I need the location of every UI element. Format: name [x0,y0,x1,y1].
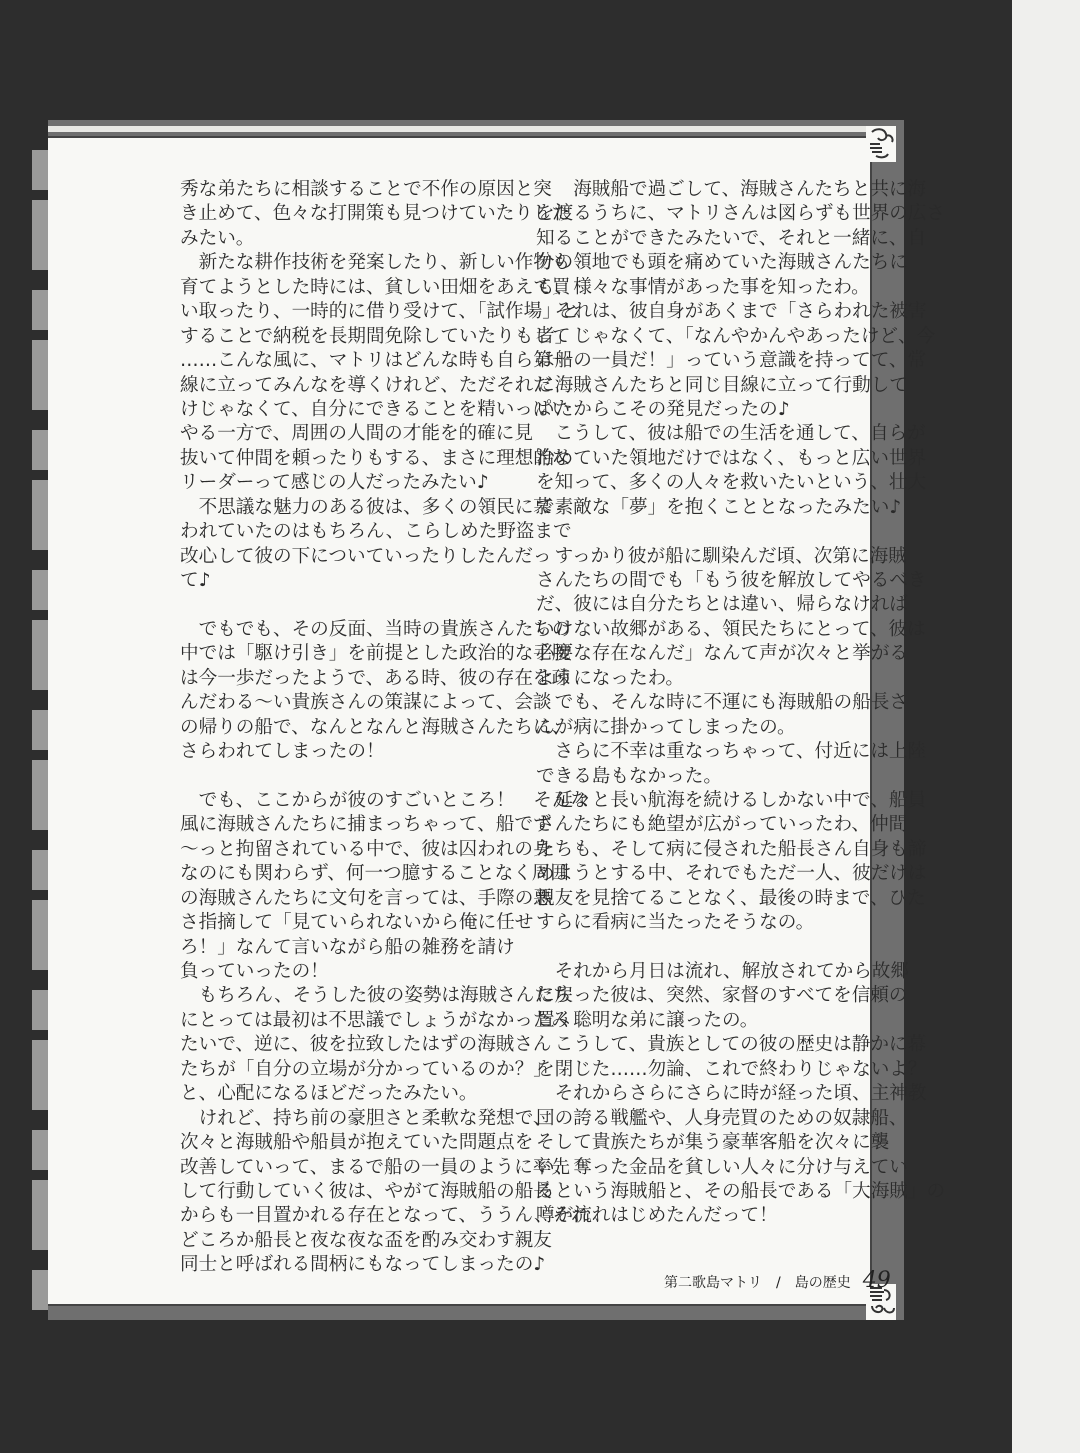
text-line: さ指摘して「見ていられないから俺に任せ [180,912,534,934]
text-line: われていたのはもちろん、こらしめた野盗まで [180,521,572,543]
text-line: でも、ここからが彼のすごいところ！ そんな [180,789,590,811]
text-line: さんたちの間でも「もう彼を解放してやるべき [536,570,927,591]
text-line: たちが「自分の立場が分かっているのか？」 [180,1058,552,1080]
text-line: して行動していく彼は、やがて海賊船の船長 [180,1180,552,1202]
text-line: 団の誇る戦艦や、人身売買のための奴隷船、 [536,1107,908,1129]
text-line: もちろん、そうした彼の姿勢は海賊さんたち [180,985,572,1007]
text-line [180,593,500,617]
text-line: いけない故郷がある、領民たちにとって、彼は [536,618,926,640]
text-line: 負っていったの！ [180,961,329,982]
right-text-column [536,178,946,1229]
text-line: 新たな耕作技術を発案したり、新しい作物も [180,252,571,274]
running-title: 第二歌島マトリ / 島の歴史 [664,1275,851,1291]
text-line: ようになったわ。 [536,667,685,689]
text-line: みたい。 [180,227,255,249]
text-line: も、様々な事情があった事を知ったわ。 [536,276,870,298]
text-line: 中では「駆け引き」を前提とした政治的な手腕 [180,643,571,665]
text-line: さんたちにも絶望が広がっていったわ、仲間 [536,814,908,836]
text-line: に戻った彼は、突然、家督のすべてを信頼の [536,985,908,1007]
text-line: 分の領地でも頭を痛めていた海賊さんたちに [536,252,908,274]
text-line: んが病に掛かってしまったの。 [536,716,796,738]
text-line: 親友を見捨てることなく、最後の時まで、ひた [536,887,926,909]
text-line: 噂が流れはじめたんだって！ [536,1205,778,1227]
text-line: 置く聡明な弟に譲ったの。 [536,1009,759,1031]
text-line: さらに不幸は重なっちゃって、付近には上陸 [536,741,927,763]
text-line: やる一方で、周囲の人間の才能を的確に見 [180,423,533,445]
text-line: 必要な存在なんだ」なんて声が次々と挙がる [536,643,908,665]
text-line: て♪ [180,570,211,591]
text-line: すらに看病に当たったそうなの。 [536,912,815,934]
text-line: なのにも関わらず、何一つ臆することなく周囲 [180,863,569,885]
text-line: を渡るうちに、マトリさんは図らずも世界の広さ [536,203,946,225]
text-line: を閉じた……勿論、これで終わりじゃないよ？ [536,1058,927,1080]
scanner-background-strip [1012,0,1080,1453]
text-line: たちも、そして病に侵された船長さん自身も諦 [536,838,927,860]
text-line: 秀な弟たちに相談することで不作の原因と突 [180,179,552,200]
text-line: すっかり彼が船に馴染んだ頃、次第に海賊 [536,545,907,567]
text-line: 海賊船で過ごして、海賊さんたちと共に海 [536,179,927,200]
text-line: さらわれてしまったの！ [180,741,385,763]
text-line [536,936,856,960]
text-line: 改心して彼の下についていったりしたんだっ [180,545,552,567]
text-line: は今一歩だったようで、ある時、彼の存在を疎 [180,667,571,689]
text-line: き止めて、色々な打開策も見つけていたりした [180,203,571,225]
text-line: に海賊さんたちと同じ目線に立って行動して [536,374,908,396]
text-line: それは、彼自身があくまで「さらわれた被害 [536,301,927,323]
text-line: 延々と長い航海を続けるしかない中で、船員 [536,789,927,811]
text-line: でも、そんな時に不運にも海賊船の船長さ [536,692,908,714]
corner-ornament-icon [866,126,896,162]
text-line: できる島もなかった。 [536,765,722,787]
text-line: 不思議な魅力のある彼は、多くの領民に慕 [180,496,552,518]
text-line: でもでも、その反面、当時の貴族さんたちの [180,618,571,640]
text-line: リーダーって感じの人だったみたい♪ [180,472,489,494]
text-line: たいで、逆に、彼を拉致したはずの海賊さん [180,1034,552,1056]
text-line: 〜っと拘留されている中で、彼は囚われの身 [180,838,552,860]
text-line: の海賊さんたちに文句を言っては、手際の悪 [180,887,552,909]
text-line: どころか船長と夜な夜な盃を酌み交わす親友 [180,1229,552,1251]
text-line: それから月日は流れ、解放されてから故郷 [536,961,909,982]
text-line: 知ることができたみたいで、それと一緒に、自 [536,227,927,249]
text-line: いたからこその発見だったの♪ [536,398,790,420]
text-line: は船の一員だ！」っていう意識を持ってて、常 [536,350,927,372]
page-footer [664,1268,891,1293]
text-line: こうして、彼は船での生活を通して、自らが [536,423,926,445]
text-line: と、心配になるほどだったみたい。 [180,1083,478,1105]
text-line: 改善していって、まるで船の一員のように率先 [180,1156,570,1178]
text-line: 同士と呼ばれる間柄にもなってしまったの♪ [180,1254,546,1276]
text-line [536,520,856,544]
text-line: することで納税を長期間免除していたりもして [180,325,571,347]
text-line: だ、彼には自分たちとは違い、帰らなければ [536,594,908,616]
text-line: 風に海賊さんたちに捕まっちゃって、船でず [180,814,552,836]
text-line: それからさらにさらに時が経った頃、主神教 [536,1083,927,1105]
text-line: にとっては最初は不思議でしょうがなかったみ [180,1009,571,1031]
text-line: 者」じゃなくて、「なんやかんやあったけど、今 [536,325,936,347]
text-line: い、奪った金品を貧しい人々に分け与えてい [536,1156,908,1178]
text-line: そして貴族たちが集う豪華客船を次々に襲 [536,1132,890,1154]
text-line: ろ！」なんて言いながら船の雑務を請け [180,936,515,958]
text-line: で素敵な「夢」を抱くこととなったみたい♪ [536,496,902,518]
text-line [180,765,500,789]
text-line: めようとする中、それでもただ一人、彼だけは [536,863,927,885]
page-number: 49 [862,1268,891,1293]
text-line: ……こんな風に、マトリはどんな時も自ら第一 [180,350,571,372]
text-line: 育てようとした時には、貧しい田畑をあえて買 [180,276,571,298]
text-line: い取ったり、一時的に借り受けて、「試作場」と [180,301,580,323]
text-line: を知って、多くの人々を救いたいという、壮大 [536,472,927,494]
text-line: 抜いて仲間を頼ったりもする、まさに理想的な [180,447,571,469]
text-line: の帰りの船で、なんとなんと海賊さんたちに、 [180,716,571,738]
text-line: 線に立ってみんなを導くけれど、ただそれだ [180,374,552,396]
text-line: るという海賊船と、その船長である「大海賊」の [536,1180,946,1202]
text-line: けじゃなくて、自分にできることを精いっぱい [180,398,571,420]
text-line: こうして、貴族としての彼の歴史は静かに幕 [536,1034,927,1056]
left-text-column [180,178,590,1278]
text-line: んだわる〜い貴族さんの策謀によって、会談 [180,692,552,714]
text-line: 次々と海賊船や船員が抱えていた問題点を [180,1132,534,1154]
text-line: からも一目置かれる存在となって、ううん、それ [180,1205,590,1227]
text-line: けれど、持ち前の豪胆さと柔軟な発想で、 [180,1107,552,1129]
text-line: 治めていた領地だけではなく、もっと広い世界 [536,447,927,469]
